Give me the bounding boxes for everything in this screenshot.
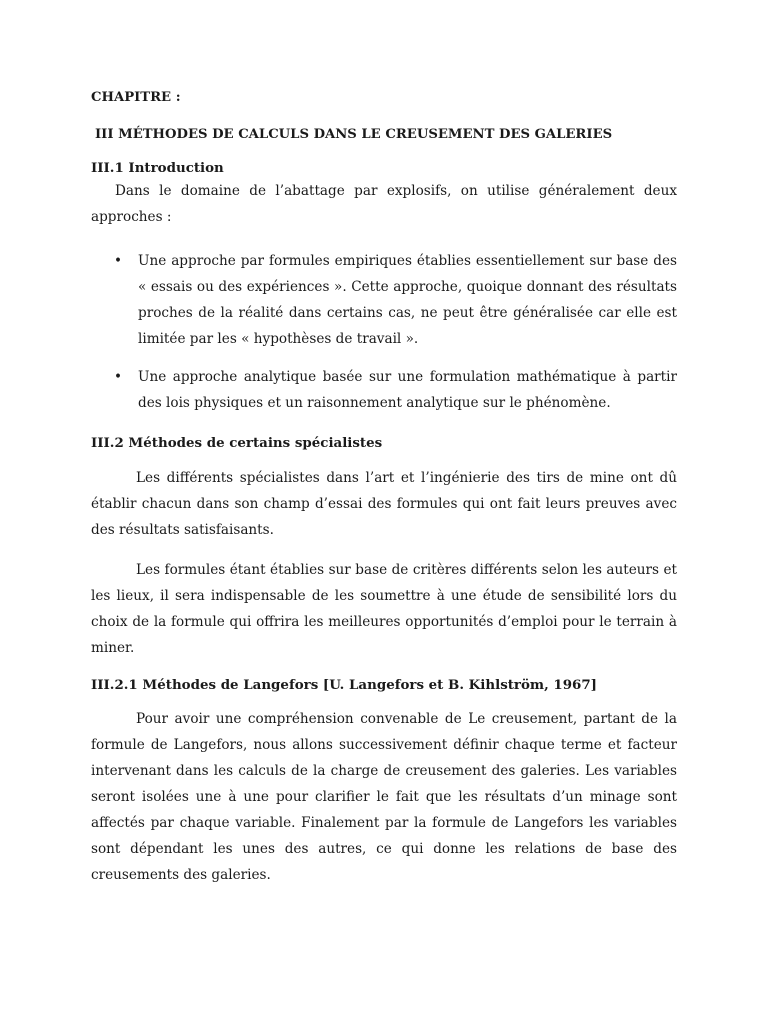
- approaches-list: [91, 248, 677, 416]
- section-heading-langefors: III.2.1 Méthodes de Langefors [U. Langefors et B. Kihlström, 1967]: [91, 677, 598, 693]
- list-item-text: Une approche par formules empiriques établies essentiellement sur base des « essais ou des expériences ». Cette approche, quoique donnant des résultats proches de la réalité dans certains cas, ne peut être généralisée car elle est limitée par les « hypothèses de travail ».: [138, 253, 677, 347]
- list-item-text: Une approche analytique basée sur une formulation mathématique à partir des lois physiques et un raisonnement analytique sur le phénomène.: [138, 369, 677, 411]
- document-content: [91, 88, 677, 888]
- specialists-paragraph-1: Les différents spécialistes dans l’art et l’ingénierie des tirs de mine ont dû établir chacun dans son champ d’essai des formules qui ont fait leurs preuves avec des résultats satisfaisants.: [91, 470, 677, 538]
- list-item: [91, 248, 677, 352]
- bullet-icon: •: [114, 253, 123, 269]
- langefors-paragraph: Pour avoir une compréhension convenable de Le creusement, partant de la formule de Langefors, nous allons successivement définir chaque terme et facteur intervenant dans les calculs de la charge de creusement des galeries. Les variables seront isolées une à une pour clarifier le fait que les résultats d’un minage sont affectés par chaque variable. Finalement par la formule de Langefors les variables sont dépendant les unes des autres, ce qui donne les relations de base des creusements des galeries.: [91, 711, 677, 883]
- section-heading-specialists: III.2 Méthodes de certains spécialistes: [91, 435, 383, 451]
- list-item: [91, 364, 677, 416]
- introduction-paragraph: Dans le domaine de l’abattage par explosifs, on utilise généralement deux approches :: [91, 183, 677, 225]
- chapter-label: CHAPITRE :: [91, 90, 181, 105]
- chapter-title: III MÉTHODES DE CALCULS DANS LE CREUSEMENT DES GALERIES: [95, 127, 613, 142]
- section-heading-introduction: III.1 Introduction: [91, 160, 224, 176]
- bullet-icon: •: [114, 369, 123, 385]
- specialists-paragraph-2: Les formules étant établies sur base de critères différents selon les auteurs et les lieux, il sera indispensable de les soumettre à une étude de sensibilité lors du choix de la formule qui offrira les meilleures opportunités d’emploi pour le terrain à miner.: [91, 562, 677, 656]
